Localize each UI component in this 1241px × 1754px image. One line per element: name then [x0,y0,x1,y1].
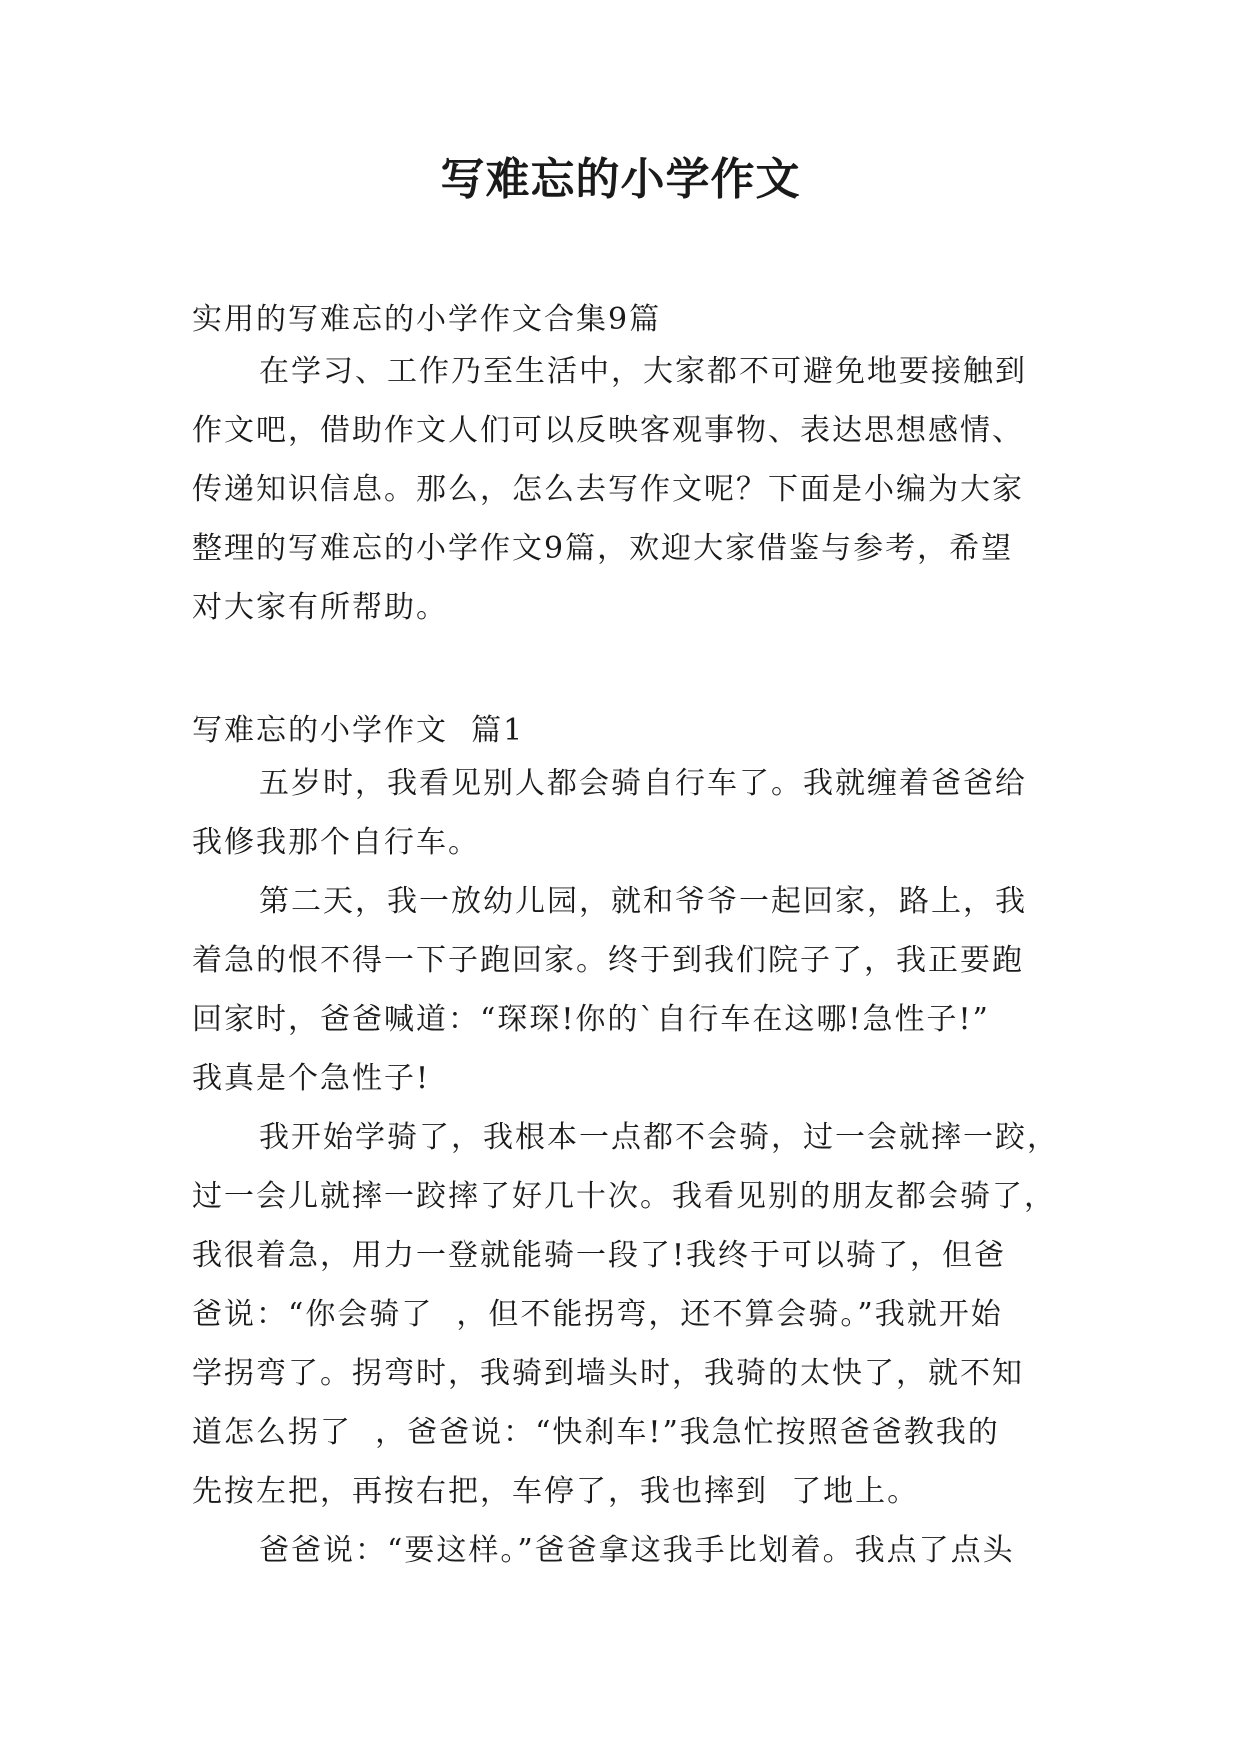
intro-line: 对大家有所帮助。 [192,590,448,625]
essay-line: 第二天，我一放幼儿园，就和爷爷一起回家，路上，我 [259,884,1027,919]
intro-line: 作文吧，借助作文人们可以反映客观事物、表达思想感情、 [192,413,1024,448]
essay-heading [192,701,1050,760]
essay-line: 着急的恨不得一下子跑回家。终于到我们院子了，我正要跑 [192,943,1024,978]
essay-line: 学拐弯了。拐弯时，我骑到墙头时，我骑的太快了，就不知 [192,1356,1024,1391]
collection-heading [192,290,1050,349]
essay-line: 我很着急，用力一登就能骑一段了!我终于可以骑了，但爸 [192,1238,1007,1273]
intro-line: 整理的写难忘的小学作文9篇，欢迎大家借鉴与参考，希望 [192,531,1014,566]
intro-line: 在学习、工作乃至生活中，大家都不可避免地要接触到 [259,354,1027,389]
essay-line: 我修我那个自行车。 [192,825,480,860]
essay-line: 回家时，爸爸喊道：“琛琛!你的`自行车在这哪!急性子!” [192,1002,990,1037]
essay-line: 先按左把，再按右把，车停了，我也摔到 了地上。 [192,1474,920,1509]
essay-heading-text: 写难忘的小学作文 篇1 [192,713,525,748]
essay-line: 爸爸说：“要这样。”爸爸拿这我手比划着。我点了点头 [259,1533,1015,1568]
essay-body [192,754,1059,1580]
intro-paragraph [192,342,1050,637]
intro-line: 传递知识信息。那么，怎么去写作文呢？下面是小编为大家 [192,472,1024,507]
essay-line: 我真是个急性子! [192,1061,431,1096]
essay-line: 我开始学骑了，我根本一点都不会骑，过一会就摔一跤， [259,1120,1059,1155]
document-title: 写难忘的小学作文 [440,154,801,205]
essay-line: 五岁时，我看见别人都会骑自行车了。我就缠着爸爸给 [259,766,1027,801]
essay-line: 爸说：“你会骑了 ，但不能拐弯，还不算会骑。”我就开始 [192,1297,1003,1332]
essay-line: 道怎么拐了 ，爸爸说：“快刹车!”我急忙按照爸爸教我的 [192,1415,1000,1450]
collection-heading-text: 实用的写难忘的小学作文合集9篇 [192,302,662,337]
essay-line: 过一会儿就摔一跤摔了好几十次。我看见别的朋友都会骑了， [192,1179,1056,1214]
